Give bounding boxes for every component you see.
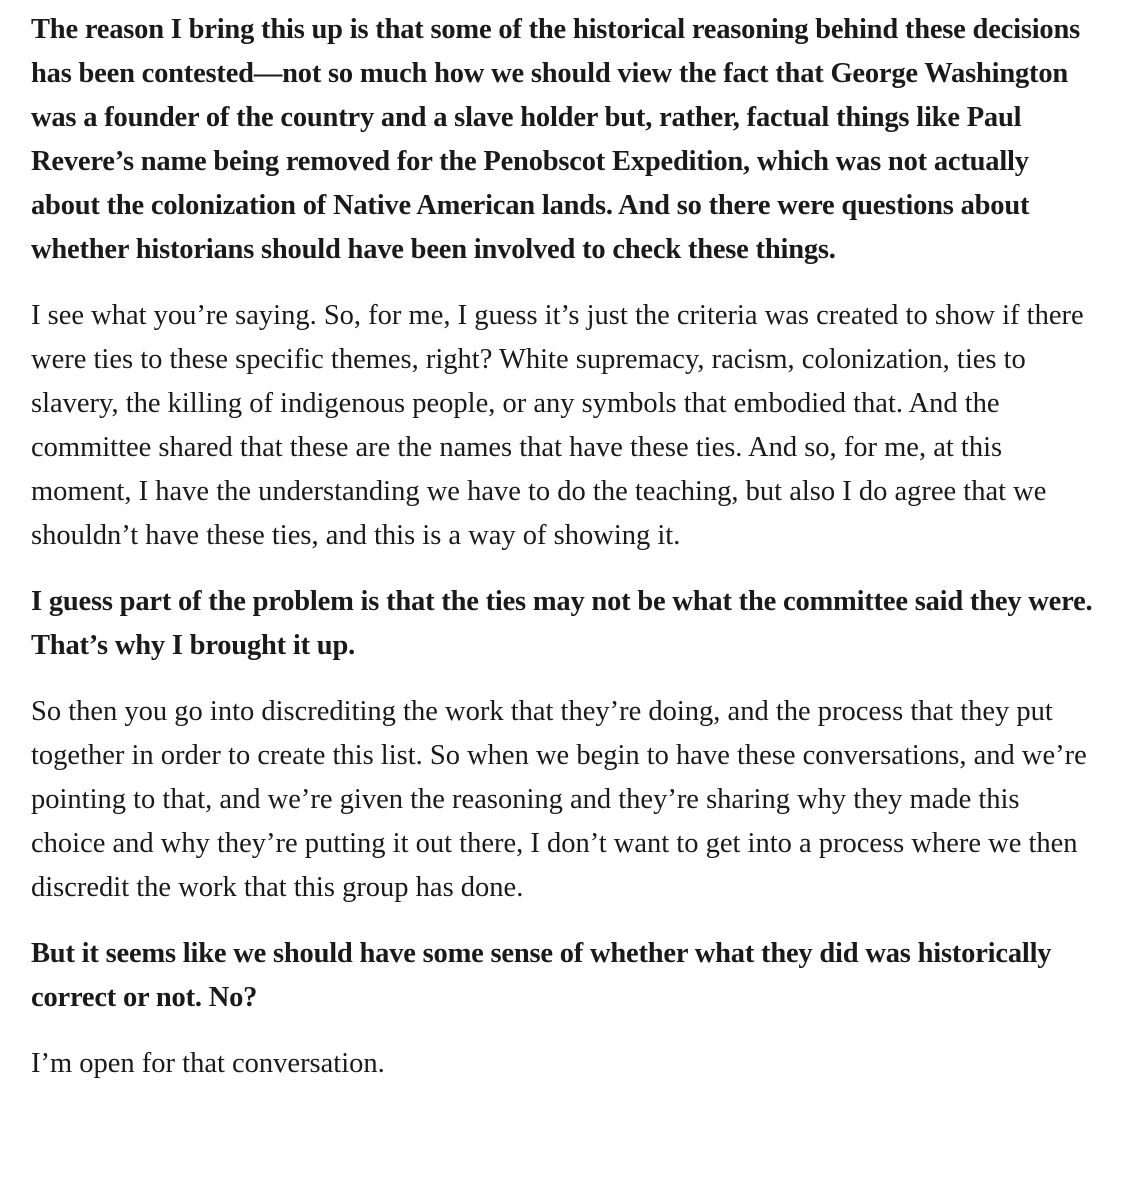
interviewer-question: I guess part of the problem is that the ties may not be what the committee said they were. That’s why I brought it up.	[31, 586, 1093, 661]
interviewer-question: But it seems like we should have some sense of whether what they did was historically correct or not. No?	[31, 938, 1052, 1013]
interviewee-answer: I’m open for that conversation.	[31, 1048, 385, 1079]
interviewee-answer: So then you go into discrediting the work that they’re doing, and the process that they put together in order to create this list. So when we begin to have these conversations, and we’re pointing to that, and we’re given the reasoning and they’re sharing why they made this choice and why they’re putting it out there, I don’t want to get into a process where we then discredit the work that this group has done.	[31, 696, 1087, 903]
interviewer-question: The reason I bring this up is that some of the historical reasoning behind these decisions has been contested—not so much how we should view the fact that George Washington was a founder of the country and a slave holder but, rather, factual things like Paul Revere’s name being removed for the Penobscot Expedition, which was not actually about the colonization of Native American lands. And so there were questions about whether historians should have been involved to check these things.	[31, 14, 1081, 265]
interview-article	[31, 8, 1101, 1086]
interviewee-answer: I see what you’re saying. So, for me, I guess it’s just the criteria was created to show if there were ties to these specific themes, right? White supremacy, racism, colonization, ties to slavery, the killing of indigenous people, or any symbols that embodied that. And the committee shared that these are the names that have these ties. And so, for me, at this moment, I have the understanding we have to do the teaching, but also I do agree that we shouldn’t have these ties, and this is a way of showing it.	[31, 300, 1084, 551]
